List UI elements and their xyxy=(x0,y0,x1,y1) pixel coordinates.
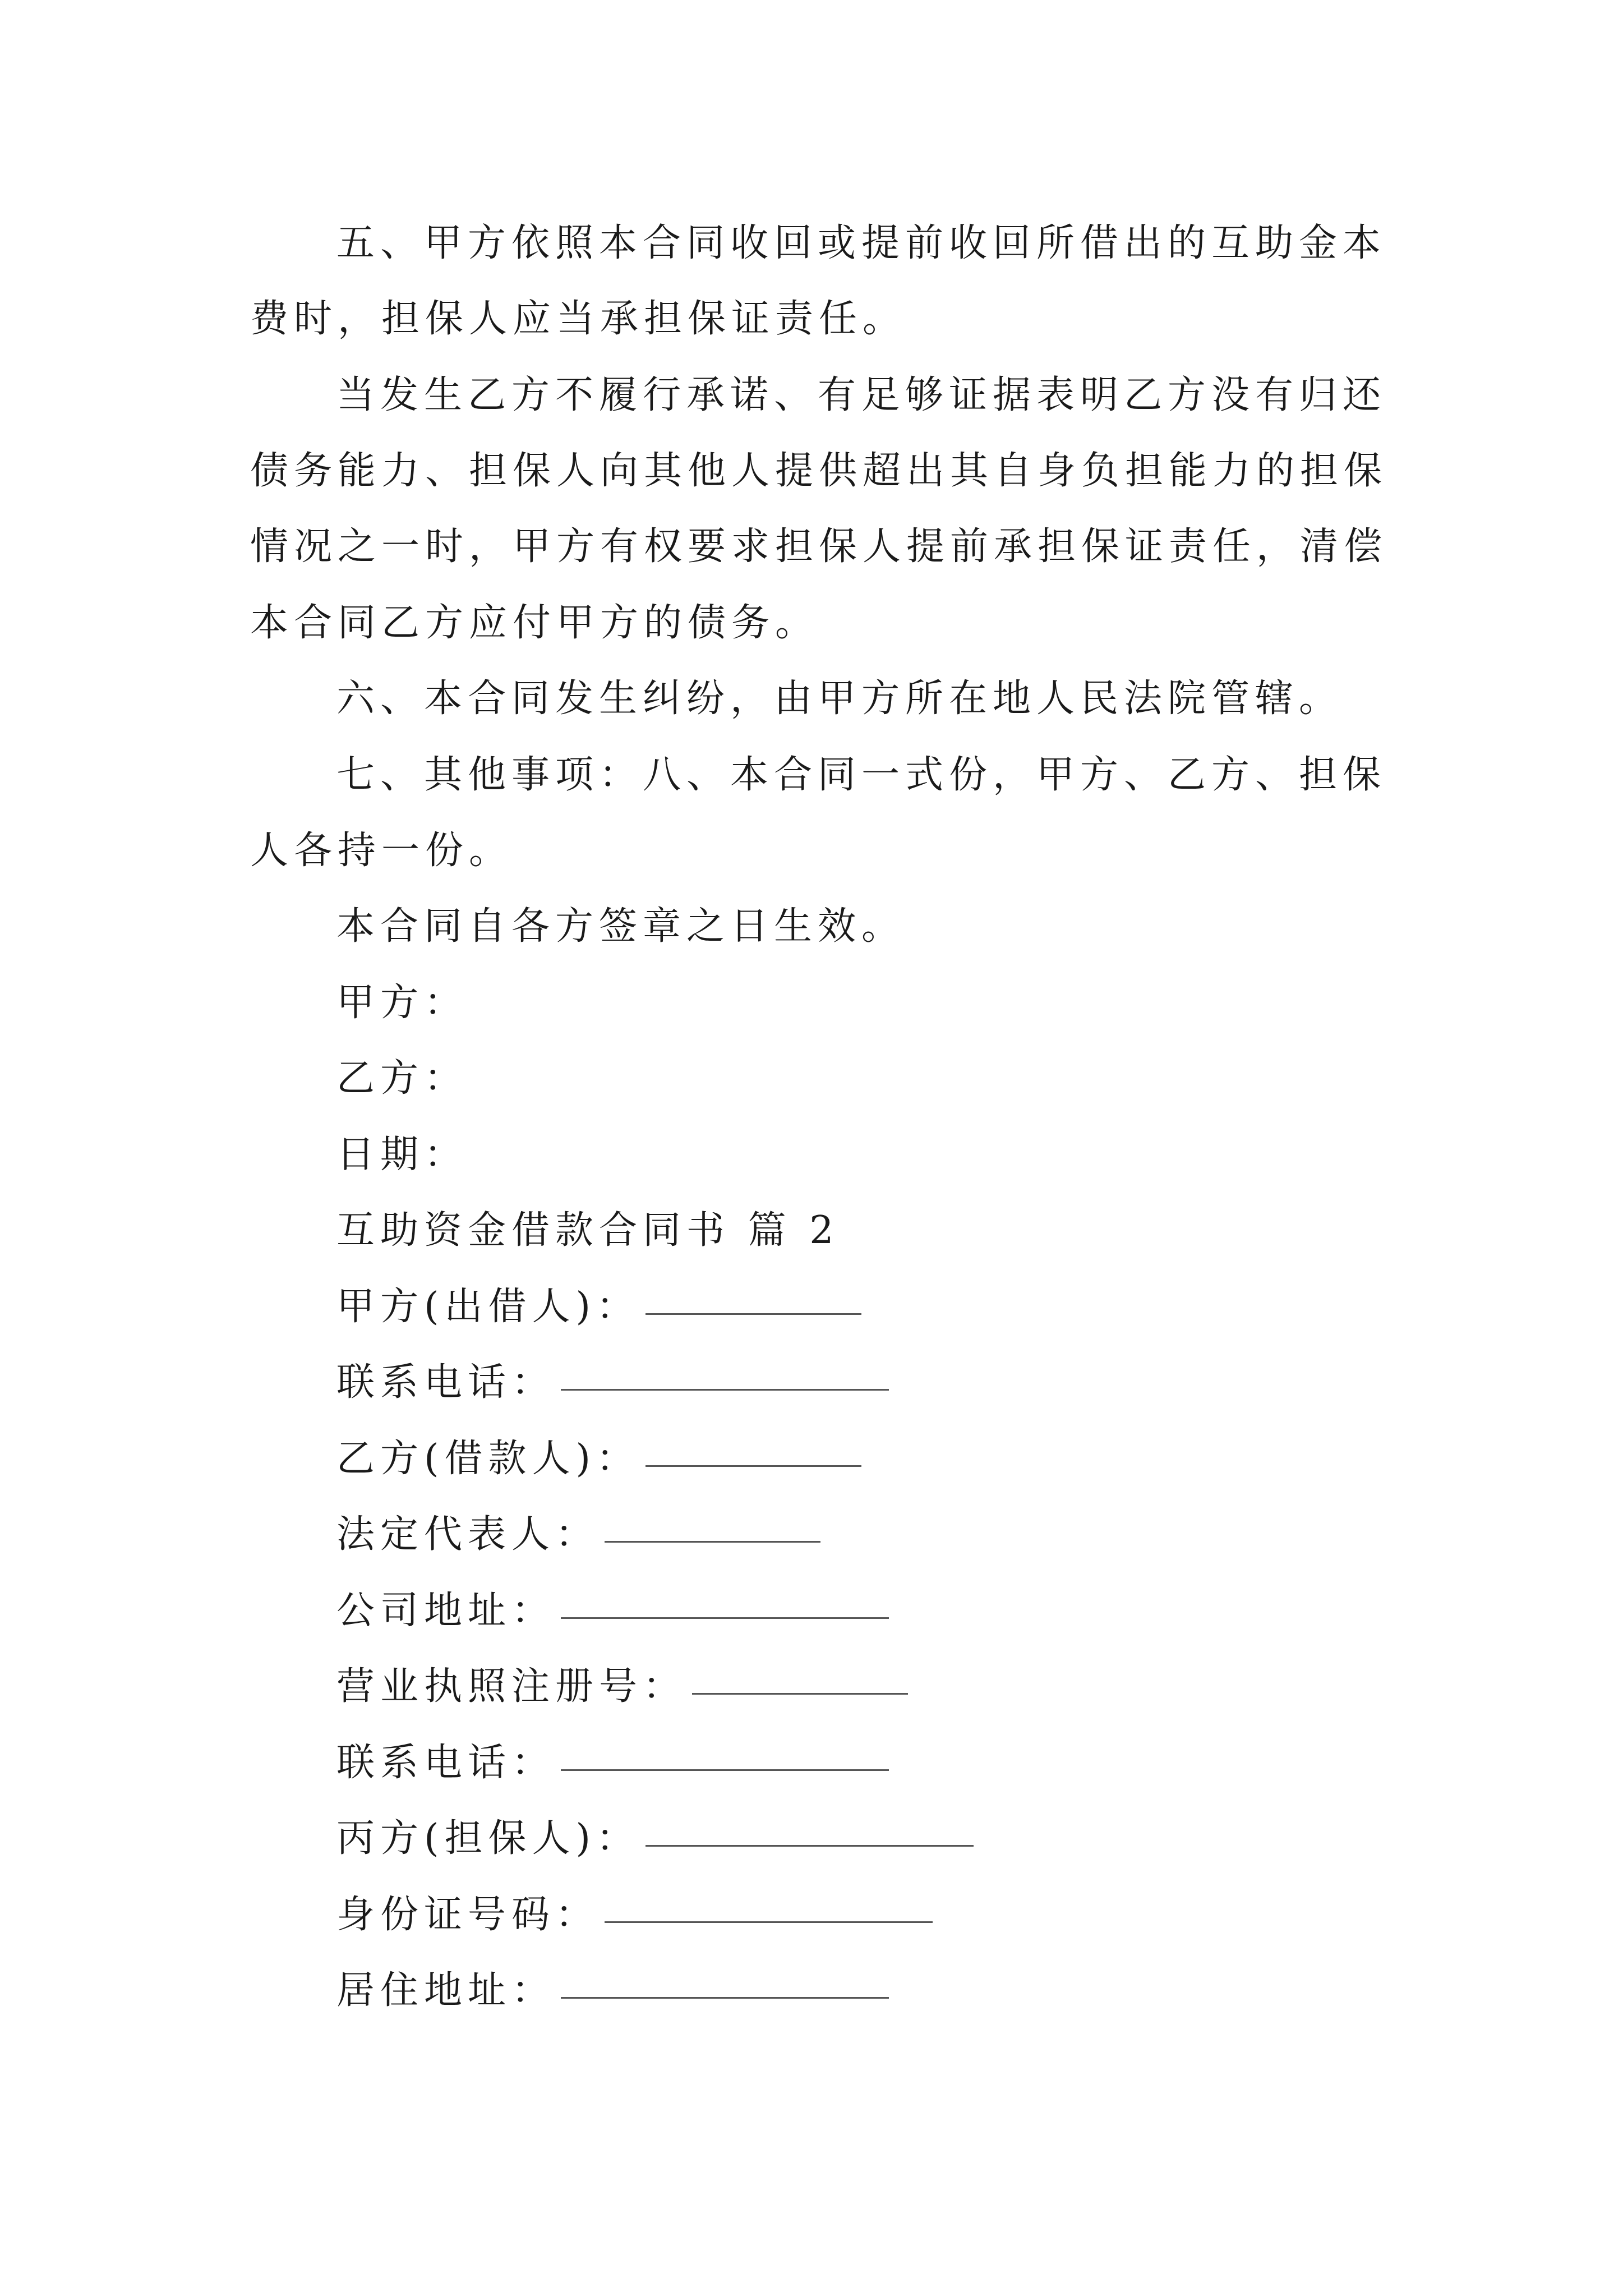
fill-blank xyxy=(561,1617,889,1619)
clause-6: 六、本合同发生纠纷，由甲方所在地人民法院管辖。 xyxy=(336,677,1343,721)
clause-5b-line-1: 当发生乙方不履行承诺、有足够证据表明乙方没有归还 xyxy=(336,373,1387,417)
field-label: 乙方(借款人)： xyxy=(336,1437,640,1481)
clause-5b-line-3: 情况之一时，甲方有权要求担保人提前承担保证责任，清偿 xyxy=(250,524,1388,569)
fill-blank xyxy=(561,1389,889,1391)
field-borrower xyxy=(336,1434,861,1484)
field-company-address xyxy=(336,1586,889,1636)
fill-blank xyxy=(645,1313,861,1315)
signature-party-b: 乙方： xyxy=(336,1056,468,1101)
fill-blank xyxy=(605,1921,933,1923)
field-label: 联系电话： xyxy=(336,1360,556,1405)
field-residential-address xyxy=(336,1966,889,2016)
field-label: 居住地址： xyxy=(336,1968,556,2013)
section-2-title: 互助资金借款合同书 篇 2 xyxy=(336,1208,840,1253)
field-label: 甲方(出借人)： xyxy=(336,1285,640,1329)
field-label: 联系电话： xyxy=(336,1741,556,1785)
clause-5-line-2: 费时，担保人应当承担保证责任。 xyxy=(250,297,907,341)
signature-date: 日期： xyxy=(336,1133,468,1177)
fill-blank xyxy=(605,1541,820,1543)
effective-statement: 本合同自各方签章之日生效。 xyxy=(336,904,906,949)
field-id-number xyxy=(336,1890,933,1940)
clause-5b-line-2: 债务能力、担保人向其他人提供超出其自身负担能力的担保 xyxy=(250,449,1388,493)
field-label: 公司地址： xyxy=(336,1589,556,1633)
fill-blank xyxy=(561,1769,889,1771)
field-business-license xyxy=(336,1662,908,1712)
clause-7-line-1: 七、其他事项：八、本合同一式份，甲方、乙方、担保 xyxy=(336,753,1387,797)
field-lender xyxy=(336,1282,861,1332)
field-label: 身份证号码： xyxy=(336,1893,600,1937)
clause-5-line-1: 五、甲方依照本合同收回或提前收回所借出的互助金本 xyxy=(336,221,1387,265)
clause-7-line-2: 人各持一份。 xyxy=(250,829,513,873)
field-label: 丙方(担保人)： xyxy=(336,1816,640,1861)
field-legal-representative xyxy=(336,1510,820,1560)
field-label: 法定代表人： xyxy=(336,1512,600,1557)
fill-blank xyxy=(692,1693,908,1695)
signature-party-a: 甲方： xyxy=(336,981,468,1025)
field-label: 营业执照注册号： xyxy=(336,1664,687,1709)
field-borrower-phone xyxy=(336,1738,889,1788)
fill-blank xyxy=(645,1845,974,1847)
field-guarantor xyxy=(336,1814,974,1864)
fill-blank xyxy=(645,1465,861,1467)
clause-5b-line-4: 本合同乙方应付甲方的债务。 xyxy=(250,601,819,645)
field-lender-phone xyxy=(336,1358,889,1408)
fill-blank xyxy=(561,1997,889,1999)
